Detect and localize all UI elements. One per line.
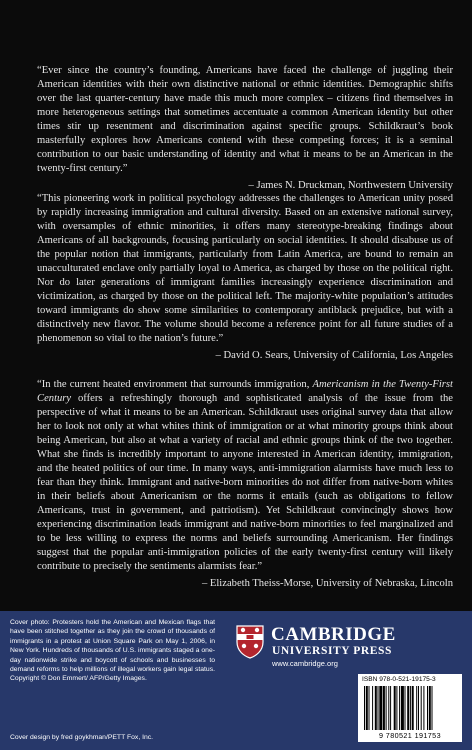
cover-photo-credit: Cover photo: Protesters hold the American and Mexican flags that have been stitched together as they join the crowd of thousands of immigrants in a protest at Union Square Park on May 1, 2006, in New York. Hundreds of thousands of U.S. immigrants staged a one-day nationwide strike and boycott of schools and businesses to demand reforms to help millions of illegal workers gain legal status. Copyright © Don Emmert/ AFP/Getty Images.	[10, 619, 215, 683]
barcode-bar	[388, 686, 389, 730]
barcode-bar	[396, 686, 397, 730]
barcode-bar	[427, 686, 428, 730]
barcode-bar	[399, 686, 400, 730]
cambridge-shield-icon	[236, 625, 264, 659]
barcode-bar	[418, 686, 419, 730]
review-quote	[37, 378, 453, 574]
review-attribution: – James N. Druckman, Northwestern University	[248, 180, 453, 191]
barcode-bar	[423, 686, 424, 730]
barcode-bar	[410, 686, 411, 730]
barcode-bar	[394, 686, 396, 730]
cover-design-credit: Cover design by fred goykhman/PETT Fox, Inc.	[10, 734, 154, 741]
review-quote	[37, 64, 453, 176]
barcode-bar	[390, 686, 391, 730]
barcode-bar	[429, 686, 431, 730]
barcode-bar	[366, 686, 368, 730]
review-theiss-morse	[37, 378, 453, 591]
barcode-icon	[364, 686, 456, 730]
barcode-bar	[372, 686, 373, 730]
barcode-bar	[386, 686, 387, 730]
book-title: Americanism in the Twenty-First Century	[37, 379, 453, 404]
quote-text: offers a refreshingly thorough and sophisticated analysis of the issue from the perspective of what it means to be an American. Schildkraut uses original survey data that allow her to look not only at what whites think of immigration or at what minority groups think about being American, but also at what a variety of racial and ethnic groups think of the two together. What she finds is incredibly important to anyone interested in American identity, immigration, and the heated politics of our time. In many ways, anti-immigration alarmists have much less to fear than they think. Immigrant and native-born minorities do not differ from native-born whites in their beliefs about Americanism or the norms it entails (such as obligations to fellow Americans, trust in government, and patriotism). Yet Schildkraut convincingly shows how experiencing discrimination leads immigrant and native-born minorities to feel marginalized and to be less willing to express the norms and beliefs surrounding Americanism. Her findings suggest that the popular anti-immigration policies of the early twenty-first century will likely contribute to precisely the sentiments alarmists fear.”	[37, 393, 453, 572]
quote-text: “Ever since the country’s founding, Americans have faced the challenge of juggling their American identities with their own distinctive national or ethnic identities. Demographic shifts over the last quarter-century have made this much more complex – citizens find themselves in more heterogeneous settings that sometimes accentuate a common American identity but other times stir up resentment and discrimination against specific groups. Schildkraut’s book masterfully explores how Americans contend with these competing forces; it is a seminal contribution to our basic understanding of identity and what it means to be an American in the twenty-first century.”	[37, 65, 453, 174]
barcode-bar	[416, 686, 417, 730]
quote-text: “This pioneering work in political psychology addresses the challenges to American unity posed by rapidly increasing immigration and cultural diversity. Based on an extensive national survey, with oversamples of ethnic minorities, it offers many stereotype-breaking findings about Americans of all backgrounds, focusing particularly on social identities. It should disabuse us of the popular notion that immigrants, particularly from Latin America, are bound to remain an unacculturated enclave only partially loyal to America, as charged by those on the political right. Nor do later generations of immigrant families increasingly experience discrimination and victimization, as charged by those on the political left. The majority-white population’s attitudes toward immigrants do show some similarities to contemporary antiblack prejudice, but with a distinctively new flavor. The volume should become a reference point for all future studies of a phenomenon so vital to the nation’s future.”	[37, 193, 453, 344]
barcode-bar	[407, 686, 409, 730]
isbn-barcode	[358, 674, 462, 742]
publisher-url: www.cambridge.org	[272, 659, 338, 668]
barcode-bar	[405, 686, 406, 730]
isbn-number: ISBN 978-0-521-19175-3	[362, 676, 436, 683]
barcode-bar	[412, 686, 414, 730]
barcode-bar	[379, 686, 382, 730]
barcode-bar	[401, 686, 404, 730]
publisher-subtitle: UNIVERSITY PRESS	[272, 645, 393, 657]
publisher-name: CAMBRIDGE	[271, 624, 396, 645]
barcode-bar	[421, 686, 422, 730]
barcode-digits: 9 780521 191753	[379, 731, 441, 740]
review-attribution: – Elizabeth Theiss-Morse, University of Nebraska, Lincoln	[201, 578, 453, 589]
barcode-bar	[364, 686, 365, 730]
review-attribution: – David O. Sears, University of California, Los Angeles	[215, 350, 453, 361]
barcode-bar	[378, 686, 379, 730]
barcode-bar	[375, 686, 377, 730]
review-druckman	[37, 64, 453, 193]
barcode-bar	[432, 686, 433, 730]
review-quote	[37, 192, 453, 346]
barcode-bar	[369, 686, 370, 730]
barcode-bar	[383, 686, 385, 730]
quote-text: “In the current heated environment that surrounds immigration,	[37, 379, 313, 390]
review-sears	[37, 192, 453, 363]
